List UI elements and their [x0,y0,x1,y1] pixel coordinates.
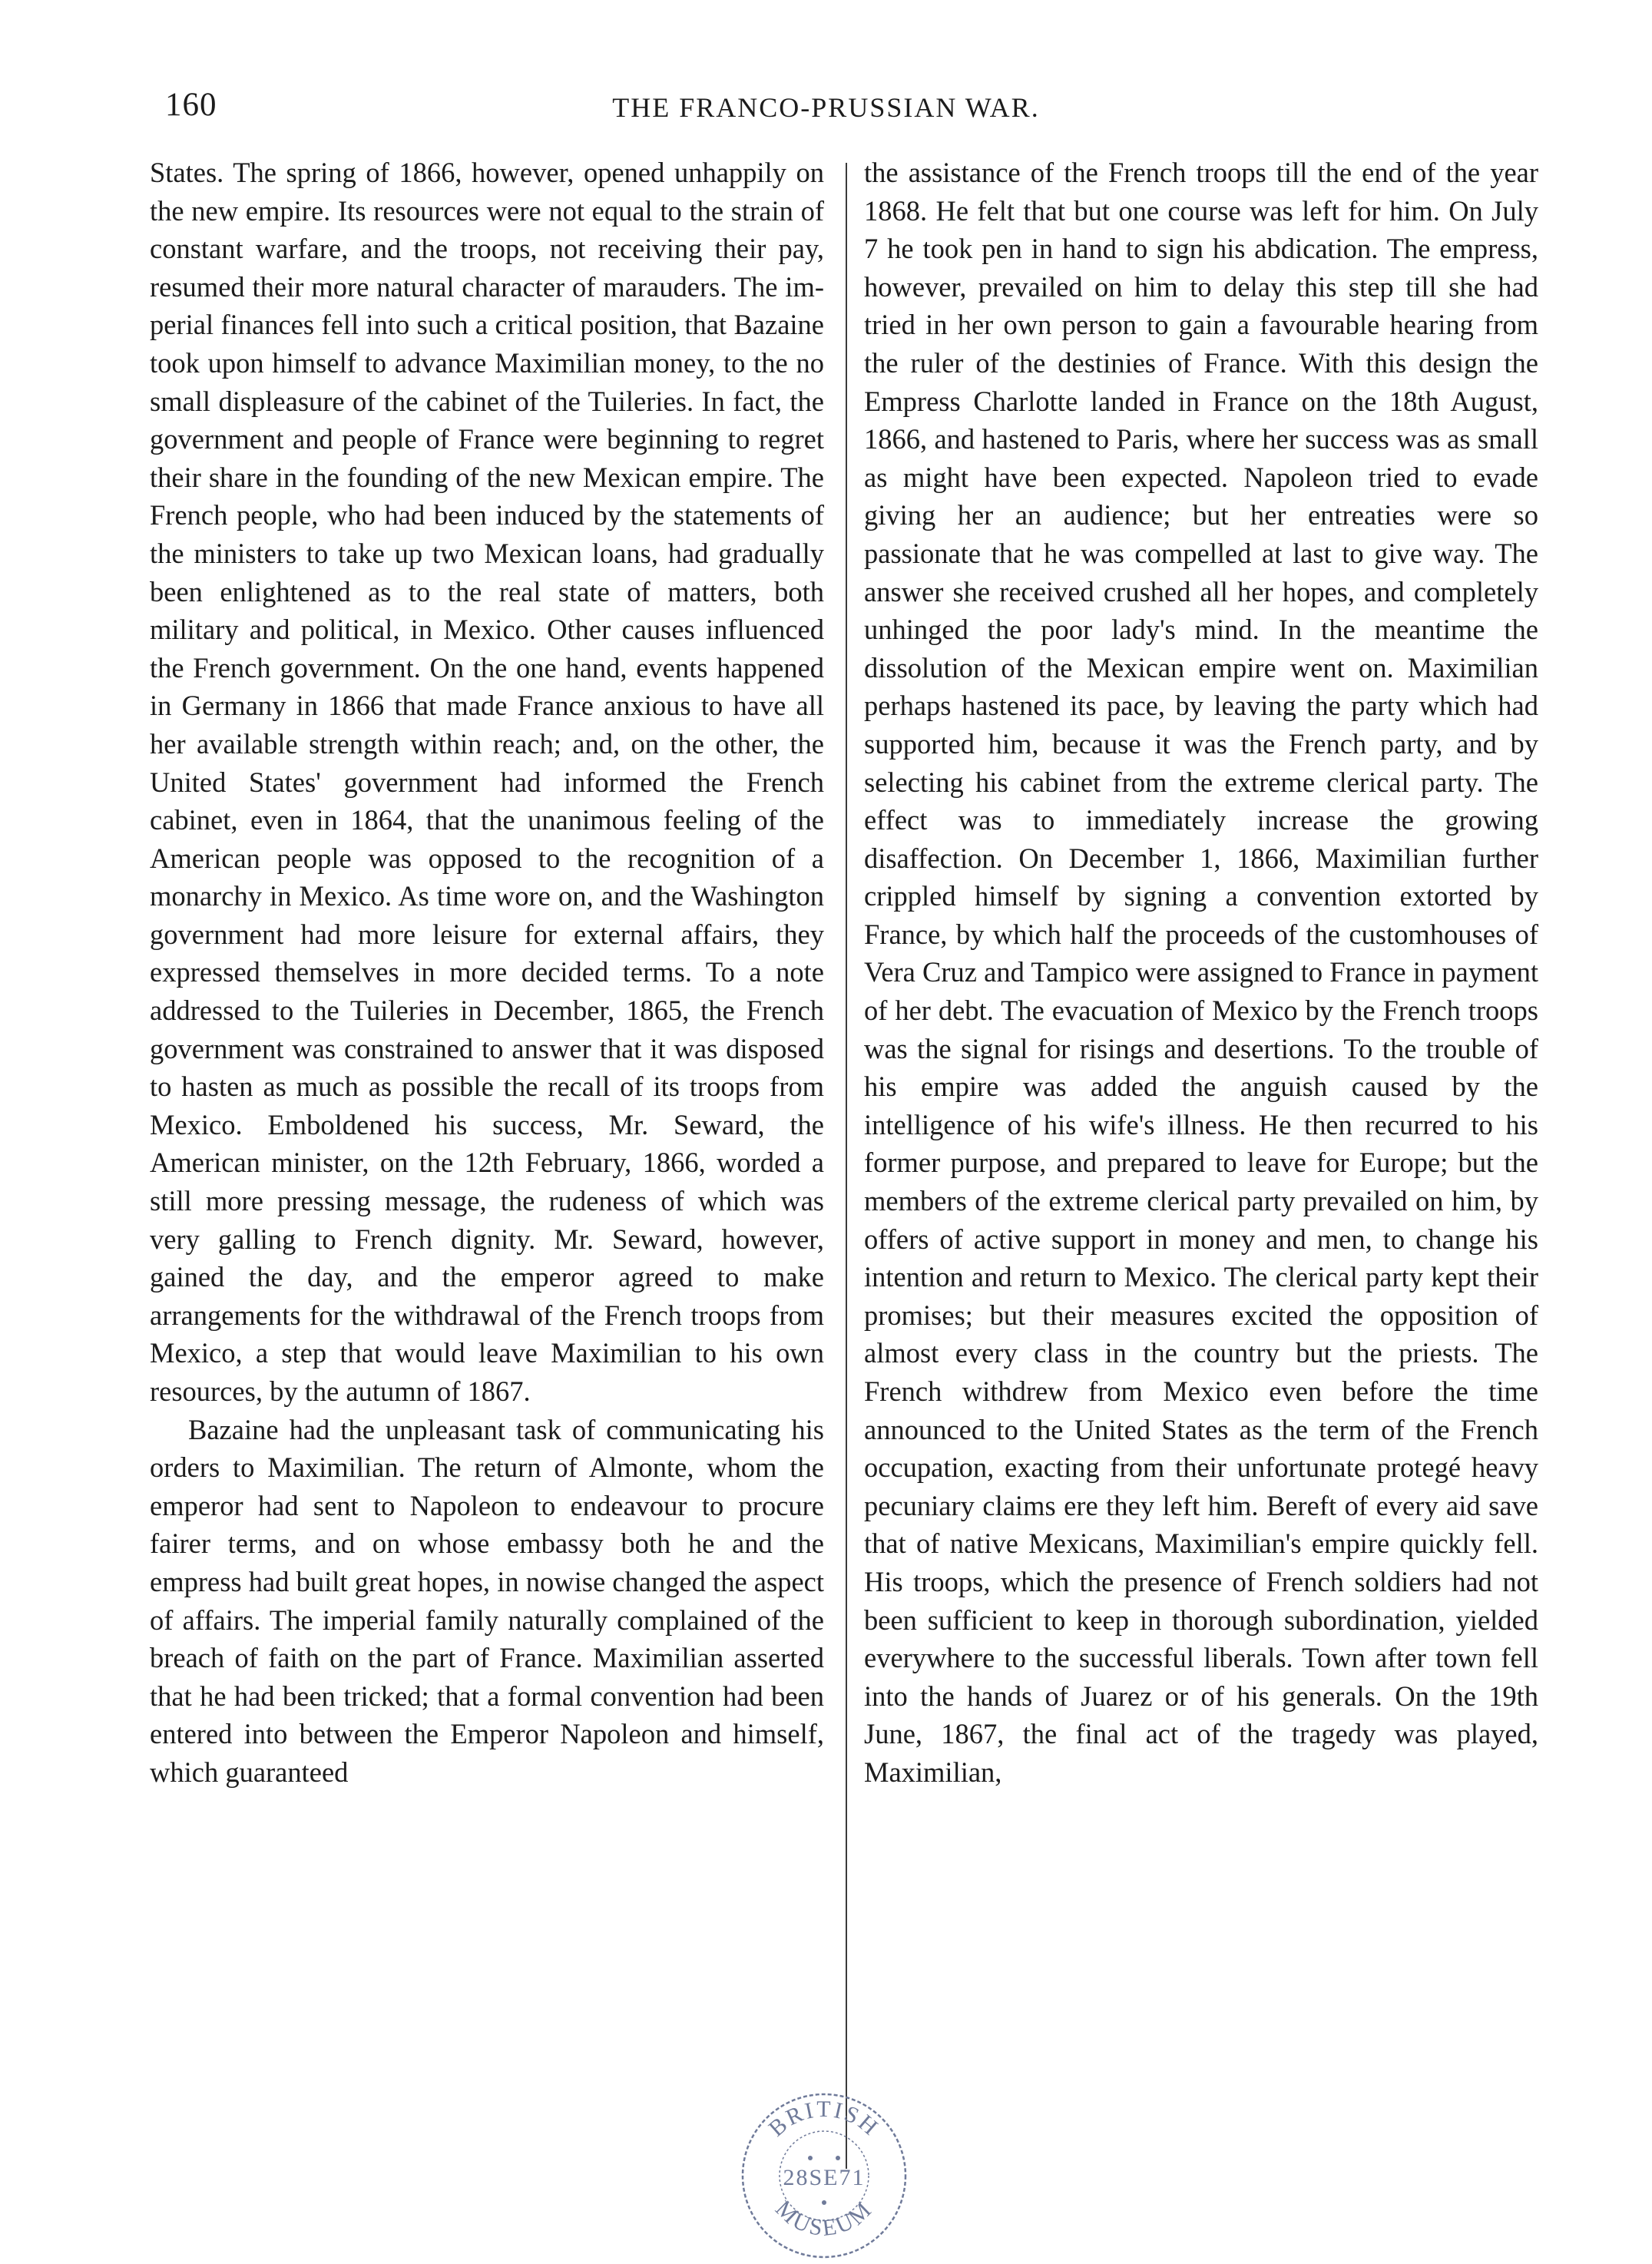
stamp-bottom-text: MUSEUM [770,2196,878,2242]
stamp-top-text: BRITISH [763,2096,885,2142]
column-divider [846,163,847,2169]
stamp-dot-right [836,2156,840,2160]
right-text-column [864,154,1538,1792]
page-number: 160 [165,87,217,123]
stamp-date-text: 28SE71 [783,2165,866,2190]
right-paragraph-1: the assistance of the French troops till the end of the year 1868. He felt that but one course was left for him. On July 7 he took pen in hand to sign his abdication. The empress, however, prevailed on him to delay this step till she had tried in her own person to gain a favourable hearing from the ruler of the destinies of France. With this design the Empress Charlotte landed in France on the 18th August, 1866, and hastened to Paris, where her success was as small as might have been expected. Napoleon tried to evade giving her an audience; but her entreaties were so passionate that he was compelled at last to give way. The answer she received crushed all her hopes, and completely unhinged the poor lady's mind. In the meantime the dissolution of the Mexican empire went on. Maximilian perhaps hastened its pace, by leaving the party which had supported him, because it was the French party, and by selecting his cabinet from the extreme clerical party. The effect was to immediately increase the growing disaffection. On December 1, 1866, Maximilian further crippled himself by signing a convention extorted by France, by which half the proceeds of the customhouses of Vera Cruz and Tampico were assigned to France in payment of her debt. The evacuation of Mexico by the French troops was the signal for risings and desertions. To the trouble of his empire was added the anguish caused by the intelligence of his wife's illness. He then recurred to his former purpose, and prepared to leave for Europe; but the members of the extreme clerical party prevailed on him, by offers of active support in money and men, to change his intention and return to Mexico. The clerical party kept their promises; but their measures excited the opposition of almost every class in the country but the priests. The French withdrew from Mexico even before the time announced to the United States as the term of the French occupation, exacting from their unfortunate protegé heavy pecuniary claims ere they left him. Bereft of every aid save that of native Mexicans, Maximilian's empire quickly fell. His troops, which the presence of French soldiers had not been sufficient to keep in thorough subordination, yielded everywhere to the successful liberals. Town after town fell into the hands of Juarez or of his generals. On the 19th June, 1867, the final act of the tragedy was played, Maximilian, [864,157,1538,1788]
left-paragraph-1: States. The spring of 1866, however, opened unhappily on the new empire. Its resources were not equal to the strain of constant warfare, and the troops, not receiving their pay, resumed their more natural character of marauders. The imperial finances fell into such a critical position, that Bazaine took upon himself to advance Maximilian money, to the no small displeasure of the cabinet of the Tuileries. In fact, the government and people of France were beginning to regret their share in the founding of the new Mexican empire. The French people, who had been induced by the statements of the ministers to take up two Mexican loans, had gradually been enlightened as to the real state of matters, both military and political, in Mexico. Other causes influenced the French government. On the one hand, events happened in Germany in 1866 that made France anxious to have all her available strength within reach; and, on the other, the United States' government had informed the French cabinet, even in 1864, that the unanimous feeling of the American people was opposed to the recognition of a monarchy in Mexico. As time wore on, and the Washington government had more leisure for external affairs, they expressed themselves in more decided terms. To a note addressed to the Tuileries in December, 1865, the French government was constrained to answer that it was disposed to hasten as much as possible the recall of its troops from Mexico. Emboldened his success, Mr. Seward, the American minister, on the 12th February, 1866, worded a still more pressing message, the rudeness of which was very galling to French dignity. Mr. Seward, however, gained the day, and the emperor agreed to make arrangements for the withdrawal of the French troops from Mexico, a step that would leave Maximilian to his own resources, by the autumn of 1867. [150,157,824,1407]
left-text-column [150,154,824,1792]
left-paragraph-2: Bazaine had the unpleasant task of communicating his orders to Maximilian. The return of Almonte, whom the emperor had sent to Napoleon to endeavour to procure fairer terms, and on whose embassy both he and the empress had built great hopes, in nowise changed the aspect of affairs. The imperial family naturally complained of the breach of faith on the part of France. Maximilian asserted that he had been tricked; that a formal convention had been entered into between the Emperor Napoleon and himself, which guaranteed [150,1413,824,1788]
running-title: THE FRANCO-PRUSSIAN WAR. [612,92,1040,123]
stamp-dot-bottom [822,2200,826,2205]
british-museum-stamp [735,2087,913,2264]
stamp-dot-left [808,2156,813,2160]
